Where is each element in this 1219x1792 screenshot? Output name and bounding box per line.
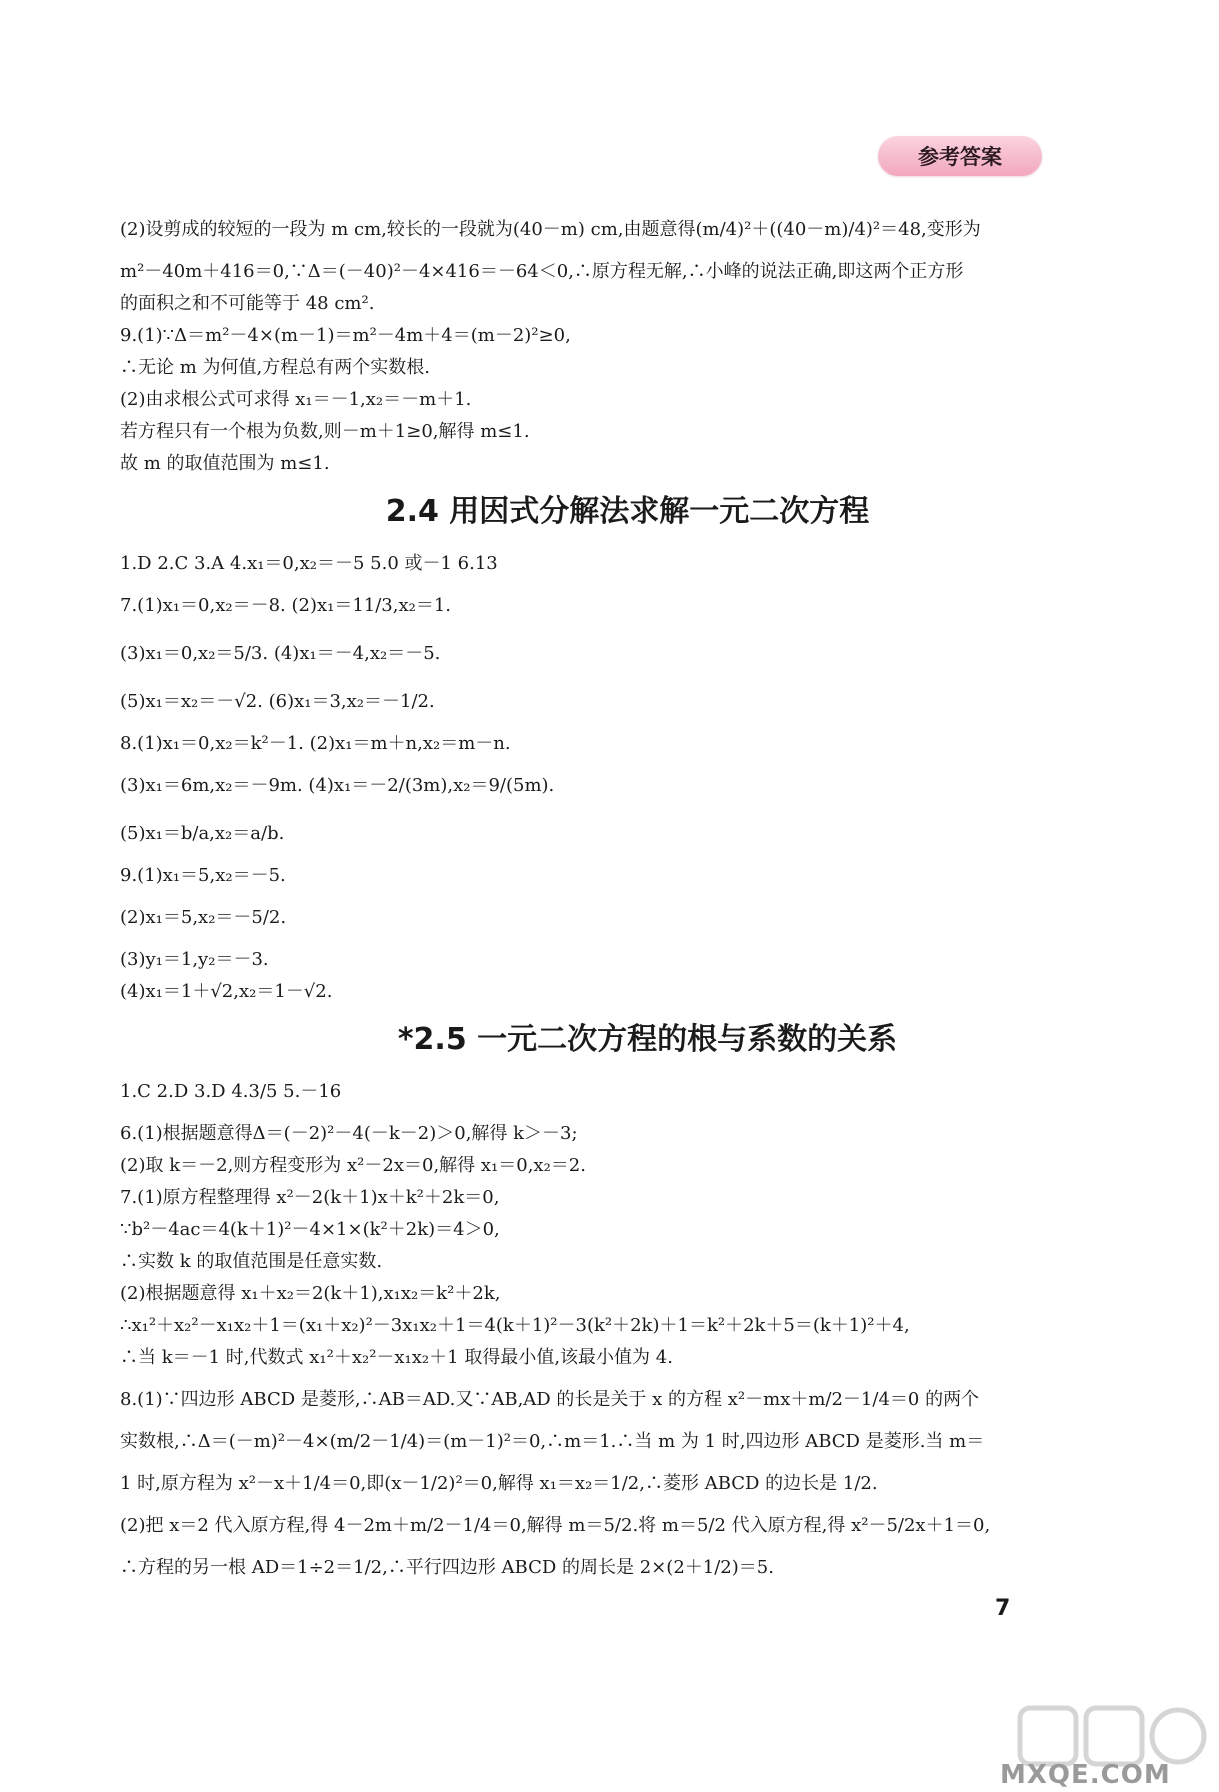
text-line: 实数根,∴Δ＝(－m)²－4×(m/2－1/4)＝(m－1)²＝0,∴m＝1.∴当 m 为 1 时,四边形 ABCD 是菱形.当 m＝ [120, 1431, 985, 1452]
section-title-2-5: *2.5 一元二次方程的根与系数的关系 [397, 1022, 898, 1057]
text-line: 9.(1)∵Δ＝m²－4×(m－1)＝m²－4m＋4＝(m－2)²≥0, [120, 325, 571, 346]
text-line: (4)x₁＝1＋√2,x₂＝1－√2. [120, 981, 333, 1002]
text-line: (2)由求根公式可求得 x₁＝－1,x₂＝－m＋1. [120, 389, 472, 410]
text-line: (3)y₁＝1,y₂＝－3. [120, 949, 269, 970]
section-2-5-answers [120, 1076, 1045, 1584]
text-line: (3)x₁＝0,x₂＝5/3. (4)x₁＝－4,x₂＝－5. [120, 643, 441, 664]
text-line: 8.(1)x₁＝0,x₂＝k²－1. (2)x₁＝m＋n,x₂＝m－n. [120, 733, 511, 754]
top-block [120, 214, 1045, 480]
text-line: 1 时,原方程为 x²－x＋1/4＝0,即(x－1/2)²＝0,解得 x₁＝x₂＝1/2,∴菱形 ABCD 的边长是 1/2. [120, 1473, 878, 1494]
text-line: (2)设剪成的较短的一段为 m cm,较长的一段就为(40－m) cm,由题意得(m/4)²＋((40－m)/4)²＝48,变形为 [120, 219, 981, 240]
text-line: 的面积之和不可能等于 48 cm². [120, 293, 375, 314]
text-line: (2)取 k＝－2,则方程变形为 x²－2x＝0,解得 x₁＝0,x₂＝2. [120, 1155, 586, 1176]
text-line: 7.(1)x₁＝0,x₂＝－8. (2)x₁＝11/3,x₂＝1. [120, 595, 452, 616]
text-line: 1.C 2.D 3.D 4.3/5 5.－16 [120, 1081, 342, 1102]
text-line: m²－40m＋416＝0,∵Δ＝(－40)²－4×416＝－64＜0,∴原方程无解,∴小峰的说法正确,即这两个正方形 [120, 261, 964, 282]
text-line: 6.(1)根据题意得Δ＝(－2)²－4(－k－2)＞0,解得 k＞－3; [120, 1123, 578, 1144]
text-line: 故 m 的取值范围为 m≤1. [120, 453, 330, 474]
text-line: (2)x₁＝5,x₂＝－5/2. [120, 907, 287, 928]
text-line: ∴x₁²＋x₂²－x₁x₂＋1＝(x₁＋x₂)²－3x₁x₂＋1＝4(k＋1)²－3(k²＋2k)＋1＝k²＋2k＋5＝(k＋1)²＋4, [120, 1315, 910, 1336]
page-content [120, 214, 1045, 1584]
text-line: 9.(1)x₁＝5,x₂＝－5. [120, 865, 286, 886]
answer-key-badge: 参考答案 [878, 136, 1042, 176]
text-line: (3)x₁＝6m,x₂＝－9m. (4)x₁＝－2/(3m),x₂＝9/(5m). [120, 775, 555, 796]
text-line: 7.(1)原方程整理得 x²－2(k＋1)x＋k²＋2k＝0, [120, 1187, 500, 1208]
section-title-2-4: 2.4 用因式分解法求解一元二次方程 [385, 494, 870, 529]
text-line: (5)x₁＝b/a,x₂＝a/b. [120, 823, 285, 844]
page-number: 7 [995, 1596, 1011, 1621]
watermark-text: MXQE.COM [1000, 1760, 1171, 1790]
text-line: ∴实数 k 的取值范围是任意实数. [120, 1251, 383, 1272]
text-line: 1.D 2.C 3.A 4.x₁＝0,x₂＝－5 5.0 或－1 6.13 [120, 553, 498, 574]
text-line: (5)x₁＝x₂＝－√2. (6)x₁＝3,x₂＝－1/2. [120, 691, 435, 712]
text-line: ∵b²－4ac＝4(k＋1)²－4×1×(k²＋2k)＝4＞0, [120, 1219, 500, 1240]
text-line: ∴方程的另一根 AD＝1÷2＝1/2,∴平行四边形 ABCD 的周长是 2×(2＋1/2)＝5. [120, 1557, 774, 1578]
text-line: 若方程只有一个根为负数,则－m＋1≥0,解得 m≤1. [120, 421, 530, 442]
text-line: (2)根据题意得 x₁＋x₂＝2(k＋1),x₁x₂＝k²＋2k, [120, 1283, 501, 1304]
section-2-4-answers [120, 548, 1045, 1008]
text-line: 8.(1)∵四边形 ABCD 是菱形,∴AB＝AD.又∵AB,AD 的长是关于 x 的方程 x²－mx＋m/2－1/4＝0 的两个 [120, 1389, 980, 1410]
text-line: ∴无论 m 为何值,方程总有两个实数根. [120, 357, 430, 378]
text-line: (2)把 x＝2 代入原方程,得 4－2m＋m/2－1/4＝0,解得 m＝5/2.将 m＝5/2 代入原方程,得 x²－5/2x＋1＝0, [120, 1515, 991, 1536]
text-line: ∴当 k＝－1 时,代数式 x₁²＋x₂²－x₁x₂＋1 取得最小值,该最小值为 4. [120, 1347, 673, 1368]
